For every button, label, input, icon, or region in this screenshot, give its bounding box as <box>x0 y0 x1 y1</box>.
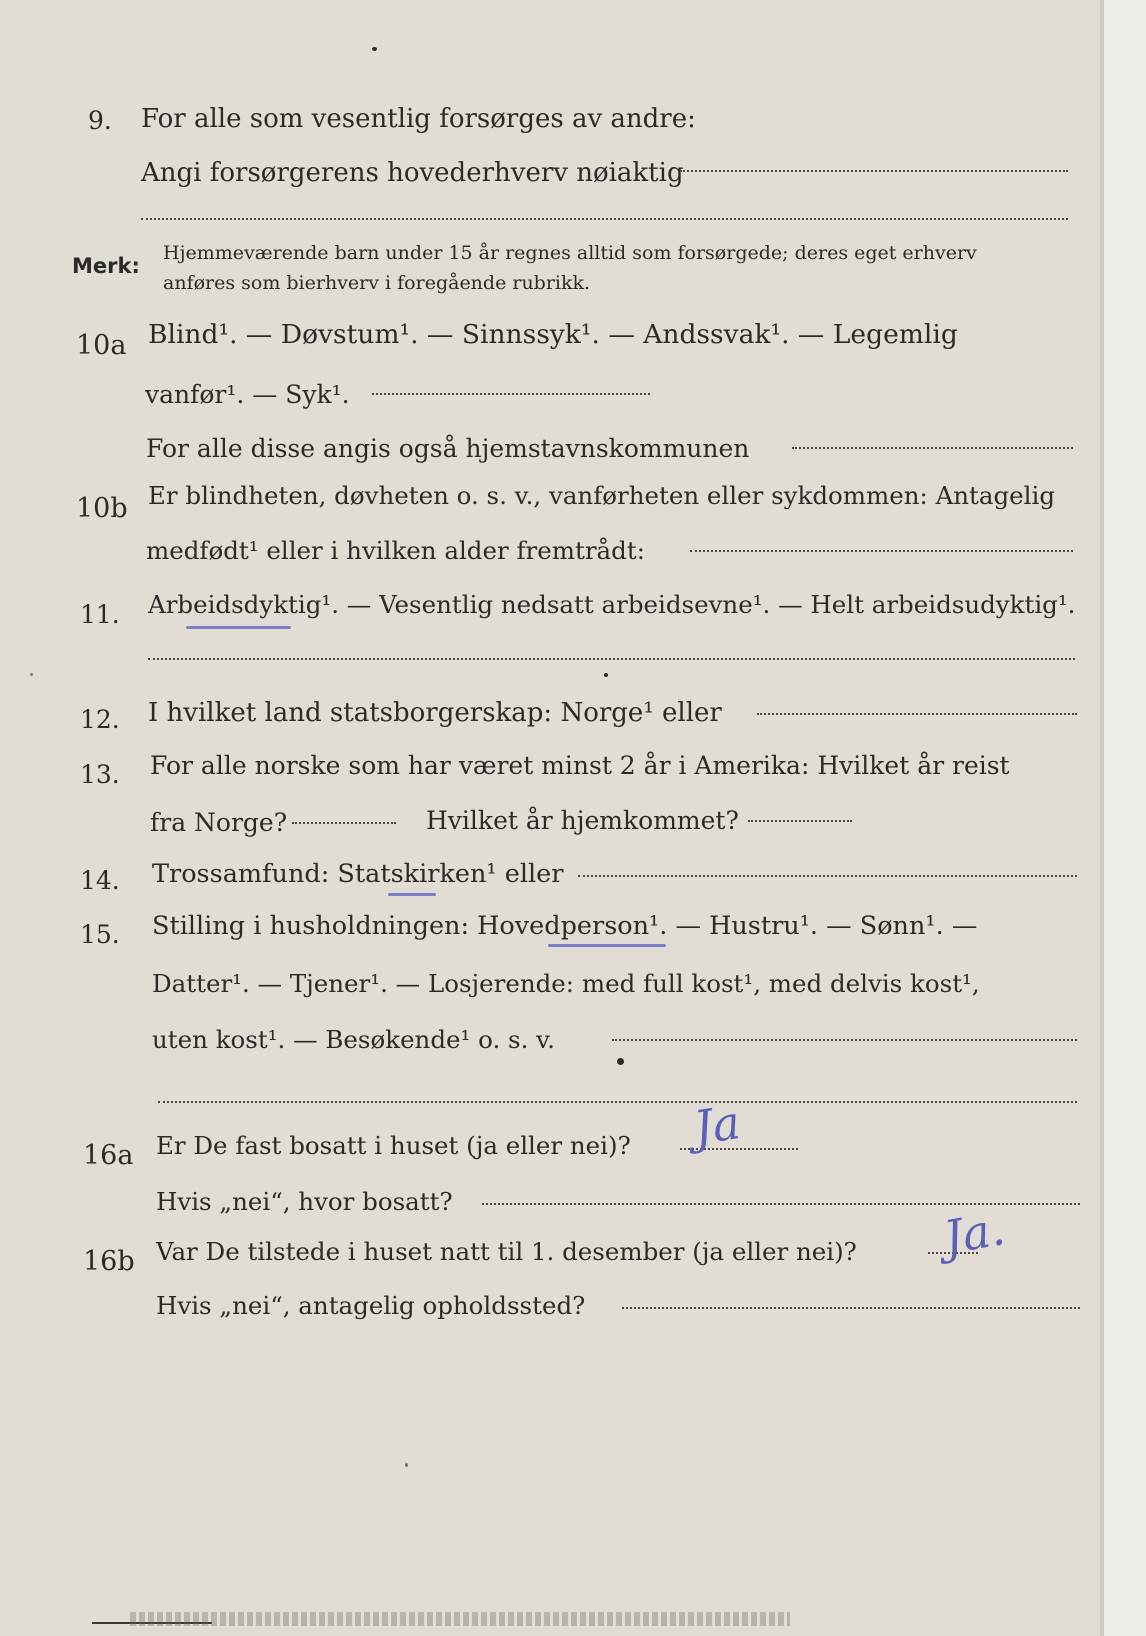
q16a-line1: Er De fast bosatt i huset (ja eller nei)? <box>156 1131 631 1160</box>
q10b-line2: medfødt¹ eller i hvilken alder fremtrådt: <box>146 536 645 565</box>
footnote-text <box>130 1612 790 1626</box>
merk-line2: anføres som bierhverv i foregående rubrikk. <box>163 272 591 294</box>
question-number: 10a <box>76 330 127 361</box>
ink-speck <box>30 673 33 676</box>
question-number: 16b <box>83 1246 135 1277</box>
q15-line1: Stilling i husholdningen: Hovedperson¹. — Hustru¹. — Sønn¹. — <box>152 911 978 941</box>
page-margin <box>1104 0 1146 1636</box>
q9-line1: For alle som vesentlig forsørges av andre: <box>141 104 696 134</box>
question-number: 16a <box>83 1140 134 1171</box>
handwritten-underline <box>548 944 666 947</box>
question-number: 14. <box>80 866 120 895</box>
handwritten-underline <box>186 626 291 629</box>
q14-line1: Trossamfund: Statskirken¹ eller <box>152 859 564 889</box>
q11-answer-field[interactable] <box>148 658 1075 660</box>
q10a-line3: For alle disse angis også hjemstavnskommunen <box>146 434 750 463</box>
q15-answer-field-2[interactable] <box>158 1101 1077 1103</box>
q16b-handwritten-answer: Ja. <box>939 1201 1009 1265</box>
q10a-answer-field[interactable] <box>372 393 650 395</box>
q13-line1: For alle norske som har været minst 2 år i Amerika: Hvilket år reist <box>150 751 1010 780</box>
question-number: 12. <box>80 705 120 734</box>
merk-line1: Hjemmeværende barn under 15 år regnes alltid som forsørgede; deres eget erhverv <box>163 242 977 264</box>
handwritten-underline <box>388 893 436 896</box>
q10b-answer-field[interactable] <box>690 550 1073 552</box>
q15-line3: uten kost¹. — Besøkende¹ o. s. v. <box>152 1025 555 1054</box>
q13-year-left-field[interactable] <box>292 822 396 824</box>
question-number: 9. <box>88 106 112 135</box>
q16a-line2: Hvis „nei“, hvor bosatt? <box>156 1187 453 1216</box>
question-number: 13. <box>80 760 120 789</box>
q16a-handwritten-answer: Ja <box>690 1095 744 1155</box>
q12-line1: I hvilket land statsborgerskap: Norge¹ eller <box>148 698 722 728</box>
question-number: 10b <box>76 493 128 524</box>
merk-label: Merk: <box>72 254 140 278</box>
q16b-line2: Hvis „nei“, antagelig opholdssted? <box>156 1291 586 1320</box>
check-mark <box>604 673 608 677</box>
question-number: 15. <box>80 920 120 949</box>
q15-line2: Datter¹. — Tjener¹. — Losjerende: med full kost¹, med delvis kost¹, <box>152 969 980 998</box>
q9-line2: Angi forsørgerens hovederhverv nøiaktig <box>141 158 684 188</box>
ink-speck <box>372 47 377 51</box>
q13-year-returned-field[interactable] <box>748 820 852 822</box>
q10a-line2: vanfør¹. — Syk¹. <box>145 380 350 409</box>
q9-answer-field-2[interactable] <box>141 218 1068 220</box>
q10a-line1: Blind¹. — Døvstum¹. — Sinnssyk¹. — Andssvak¹. — Legemlig <box>148 319 958 350</box>
question-number: 11. <box>80 600 120 629</box>
q15-answer-field[interactable] <box>612 1039 1077 1041</box>
q10a-home-municipality-field[interactable] <box>792 447 1073 449</box>
q11-line1: Arbeidsdyktig¹. — Vesentlig nedsatt arbeidsevne¹. — Helt arbeidsudyktig¹. <box>148 590 1076 619</box>
q12-answer-field[interactable] <box>757 713 1077 715</box>
q9-answer-field[interactable] <box>680 170 1068 172</box>
ink-speck <box>617 1058 624 1065</box>
q13-line2a: fra Norge? <box>150 808 288 837</box>
ink-speck <box>405 1463 408 1467</box>
q13-line2b: Hvilket år hjemkommet? <box>426 806 739 835</box>
q14-answer-field[interactable] <box>578 875 1077 877</box>
q16b-location-field[interactable] <box>622 1307 1080 1309</box>
q16b-line1: Var De tilstede i huset natt til 1. desember (ja eller nei)? <box>156 1237 857 1266</box>
q10b-line1: Er blindheten, døvheten o. s. v., vanførheten eller sykdommen: Antagelig <box>148 481 1056 510</box>
